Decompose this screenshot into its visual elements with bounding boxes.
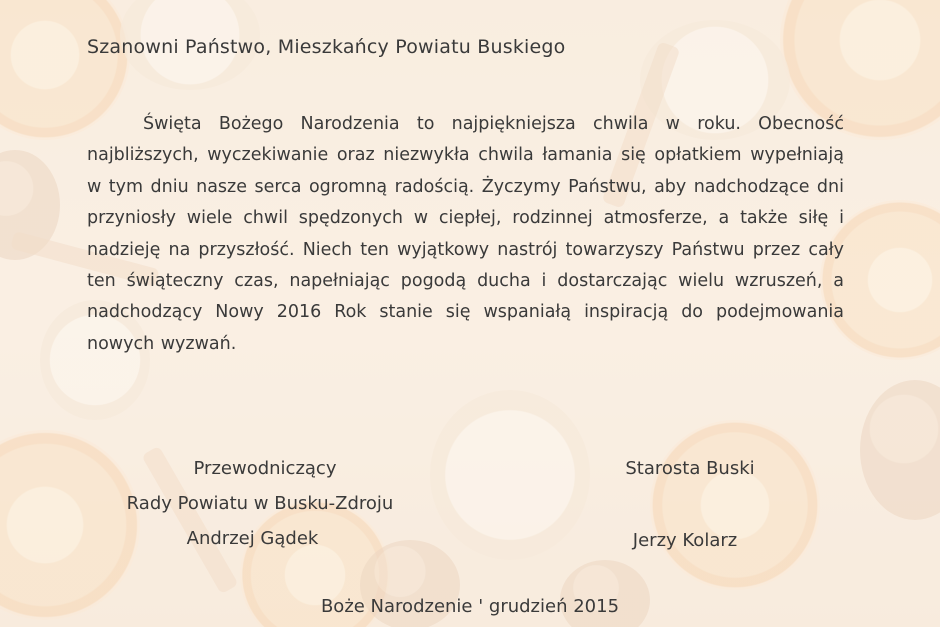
left-signature-organization: Rady Powiatu w Busku-Zdroju [126, 493, 394, 514]
right-signature-name: Jerzy Kolarz [632, 530, 738, 551]
salutation: Szanowni Państwo, Mieszkańcy Powiatu Buskiego [87, 36, 566, 58]
footer-date: Boże Narodzenie ' grudzień 2015 [320, 596, 620, 617]
right-signature-title: Starosta Buski [625, 458, 755, 479]
left-signature-name: Andrzej Gądek [186, 528, 319, 549]
letter-body-text: Święta Bożego Narodzenia to najpiękniejsza chwila w roku. Obecność najbliższych, wyczekiwanie oraz niezwykła chwila łamania się opłatkiem wypełniają w tym dniu nasze serca ogromną radością. Życzymy Państwu, aby nadchodzące dni przyniosły wiele chwil spędzonych w ciepłej, rodzinnej atmosferze, a także siłę i nadzieję na przyszłość. Niech ten wyjątkowy nastrój towarzyszy Państwu przez cały ten świąteczny czas, napełniając pogodą ducha i dostarczając wielu wzruszeń, a nadchodzący Nowy 2016 Rok stanie się wspaniałą inspiracją do podejmowania nowych wyzwań. [87, 114, 844, 354]
left-signature-title: Przewodniczący [193, 458, 337, 479]
letter-body [87, 109, 844, 360]
